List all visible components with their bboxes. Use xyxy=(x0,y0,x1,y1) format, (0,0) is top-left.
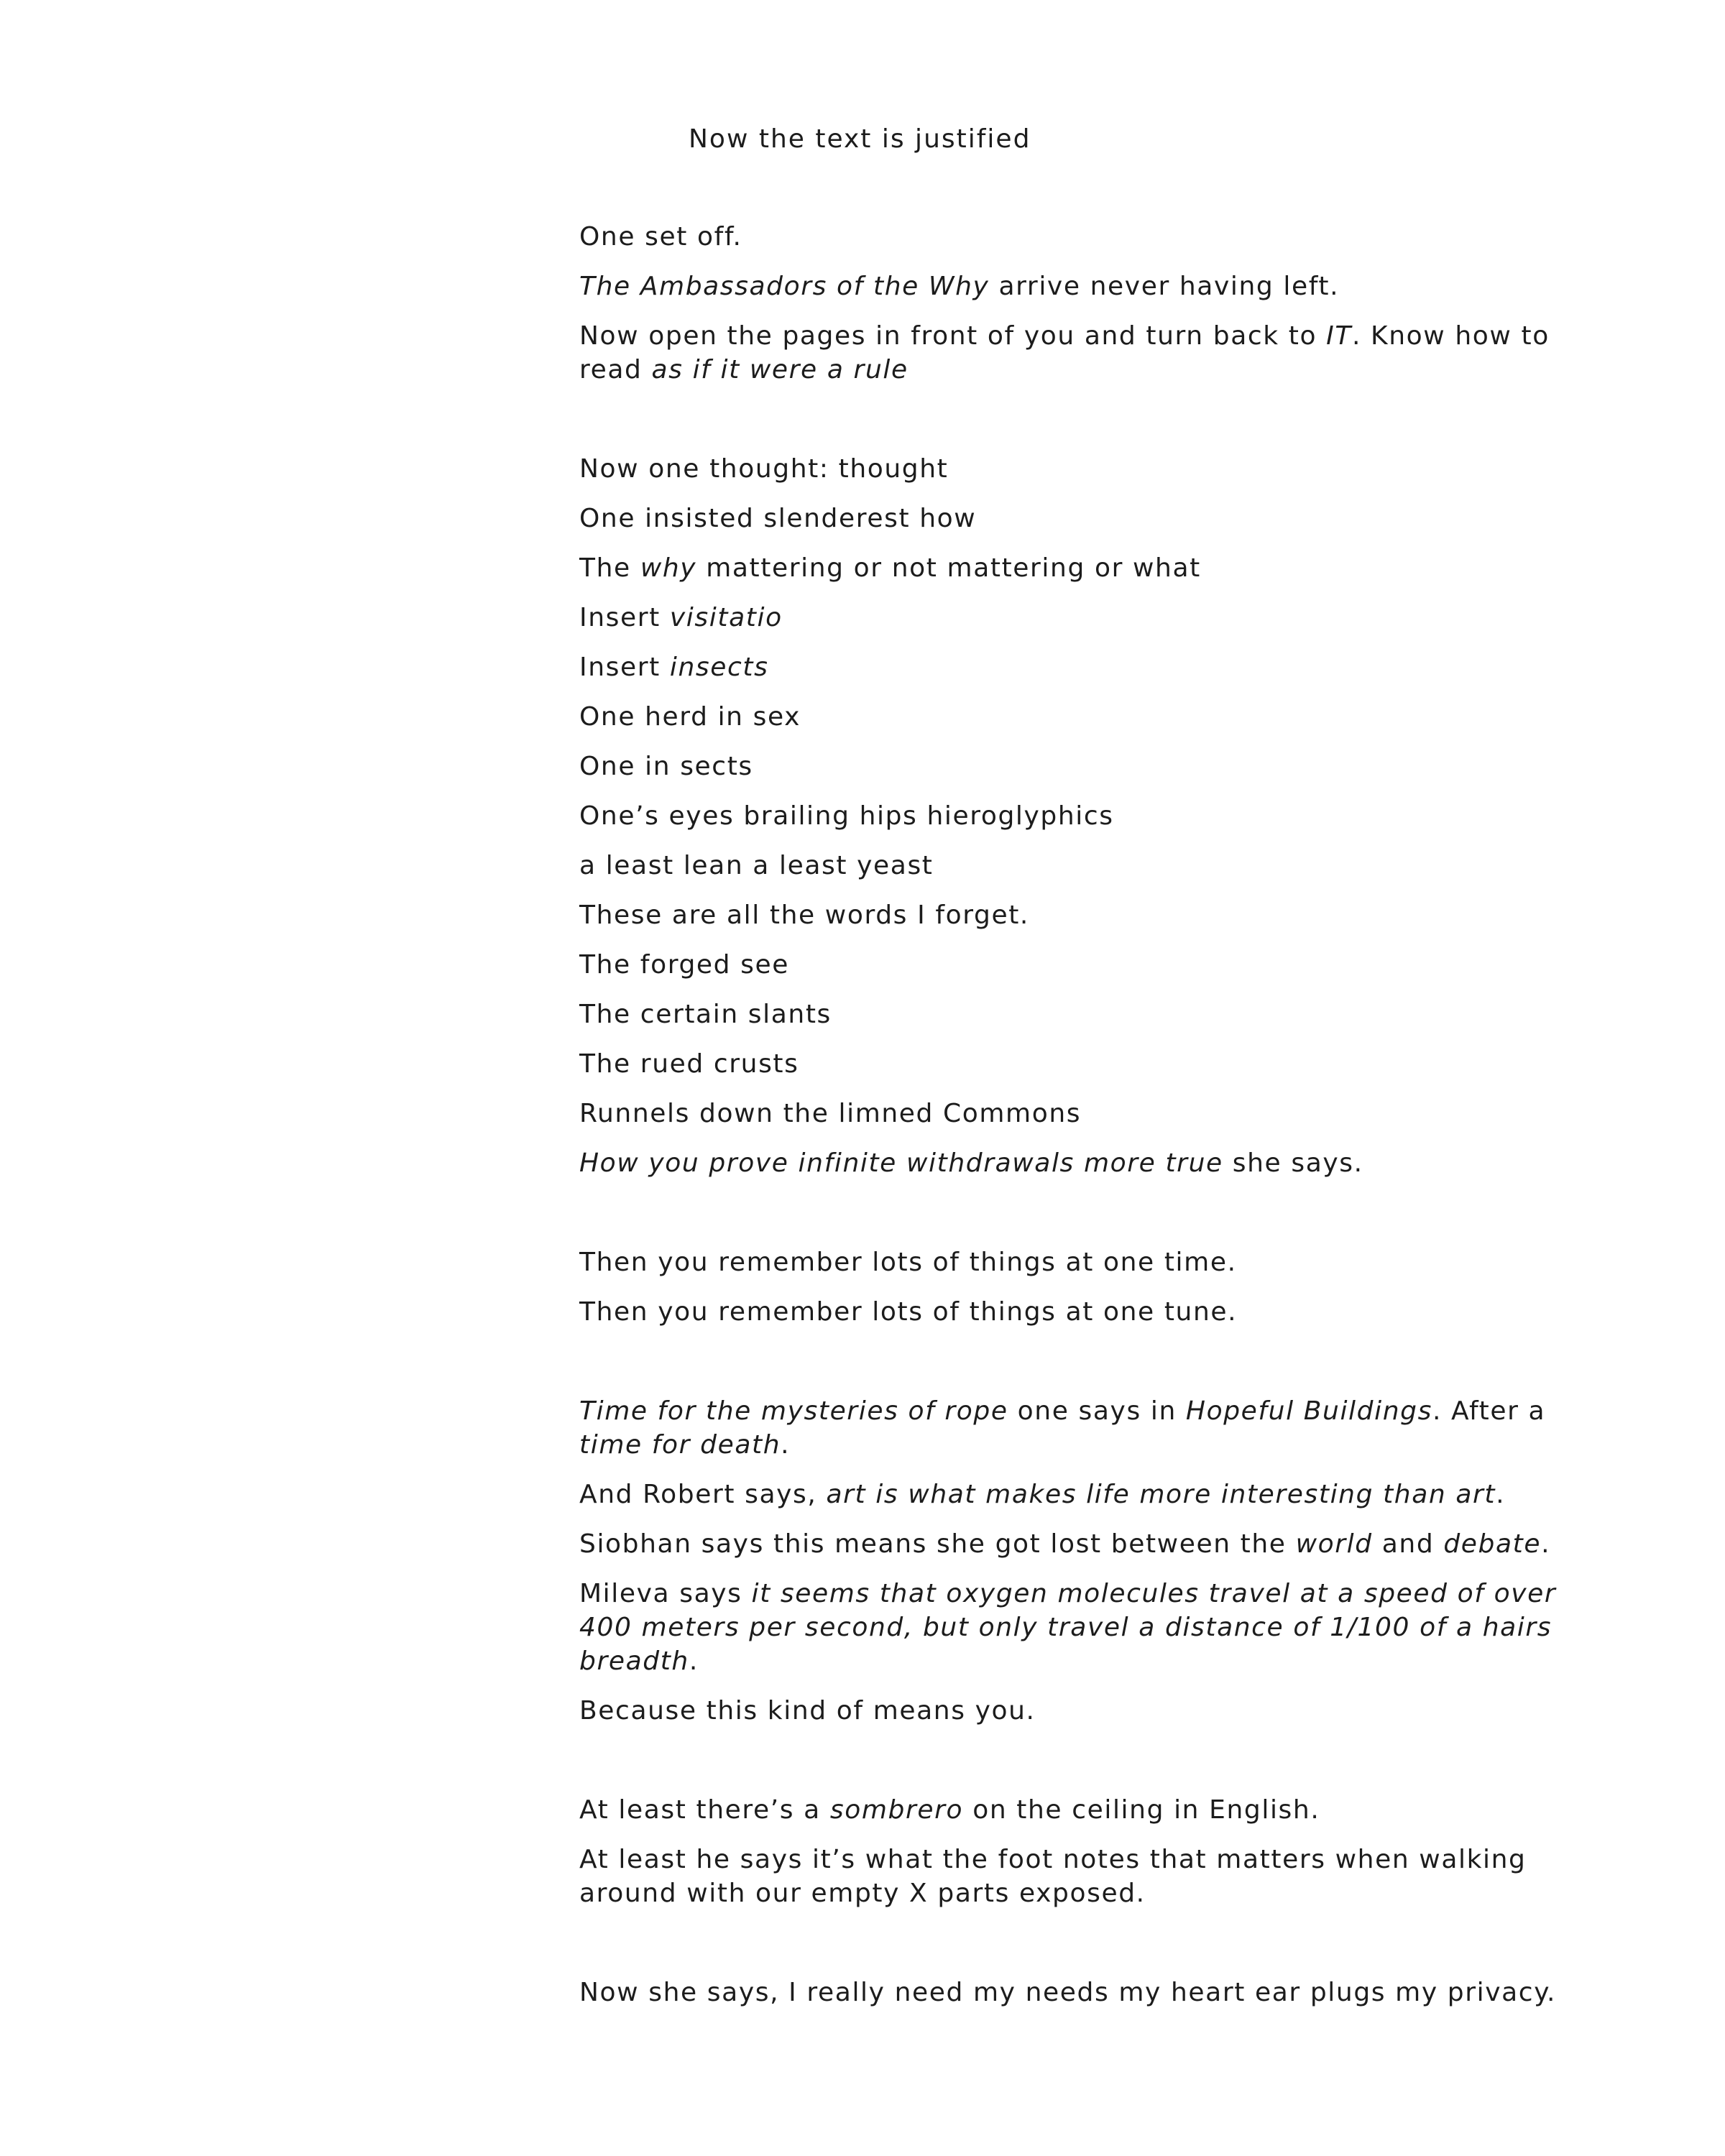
text-line xyxy=(579,849,1571,898)
italic-text: it seems that oxygen molecules travel at a speed of over 400 meters per second, but only travel a distance of 1/100 of a hairs breadth xyxy=(579,1579,1557,1676)
text-line xyxy=(579,452,1571,502)
text-run: Mileva says xyxy=(579,1579,752,1608)
italic-text: IT xyxy=(1326,321,1352,351)
text-line xyxy=(579,1245,1571,1295)
text-run: Because this kind of means you. xyxy=(579,1696,1036,1726)
text-line xyxy=(579,998,1571,1047)
text-run: One in sects xyxy=(579,752,753,781)
text-line xyxy=(579,1394,1571,1478)
italic-text: art is what makes life more interesting than art xyxy=(826,1480,1496,1509)
text-line xyxy=(579,1843,1571,1926)
italic-text: why xyxy=(640,553,697,583)
text-run: One set off. xyxy=(579,222,742,252)
text-run: And Robert says, xyxy=(579,1480,827,1509)
text-line xyxy=(579,799,1571,849)
text-run: a least lean a least yeast xyxy=(579,851,934,880)
text-run: These are all the words I forget. xyxy=(579,900,1029,930)
text-run: Runnels down the limned Commons xyxy=(579,1099,1082,1128)
text-run: Now she says, I really need my needs my heart ear plugs my privacy. xyxy=(579,1978,1557,2007)
text-line xyxy=(579,502,1571,551)
text-run: The rued crusts xyxy=(579,1049,799,1079)
text-run: and xyxy=(1372,1529,1444,1559)
text-run: Then you remember lots of things at one time. xyxy=(579,1248,1237,1277)
italic-text: debate xyxy=(1443,1529,1542,1559)
text-line xyxy=(579,1694,1571,1743)
italic-text: How you prove infinite withdrawals more true xyxy=(579,1148,1223,1178)
italic-text: The Ambassadors of the Why xyxy=(579,272,990,301)
text-run: The xyxy=(579,553,640,583)
text-line xyxy=(579,1976,1571,2025)
text-line xyxy=(579,220,1571,270)
text-run: arrive never having left. xyxy=(989,272,1340,301)
text-run: One herd in sex xyxy=(579,702,801,732)
text-line xyxy=(579,1047,1571,1097)
text-line xyxy=(579,1097,1571,1146)
italic-text: Hopeful Buildings xyxy=(1185,1396,1432,1426)
text-line xyxy=(579,1295,1571,1345)
text-run: Insert xyxy=(579,603,670,632)
page-title: Now the text is justified xyxy=(689,124,1031,154)
italic-text: sombrero xyxy=(829,1795,964,1825)
text-run: Then you remember lots of things at one tune. xyxy=(579,1297,1238,1327)
text-run: . xyxy=(1496,1480,1506,1509)
text-run: Now one thought: thought xyxy=(579,454,949,484)
italic-text: Time for the mysteries of rope xyxy=(579,1396,1008,1426)
text-line xyxy=(579,551,1571,601)
text-run: . After a xyxy=(1432,1396,1546,1426)
text-run: . xyxy=(781,1430,791,1460)
text-run: . xyxy=(689,1646,699,1676)
text-line xyxy=(579,700,1571,750)
text-run: one says in xyxy=(1008,1396,1186,1426)
text-line xyxy=(579,948,1571,998)
text-line xyxy=(579,270,1571,319)
italic-text: as if it were a rule xyxy=(651,355,908,384)
italic-text: time for death xyxy=(579,1430,781,1460)
text-run: At least he says it’s what the foot notes that matters when walking around with our empty X parts exposed. xyxy=(579,1845,1527,1908)
text-run: Now open the pages in front of you and turn back to xyxy=(579,321,1327,351)
text-run: One insisted slenderest how xyxy=(579,504,977,533)
text-run: Insert xyxy=(579,653,670,682)
text-run: she says. xyxy=(1223,1148,1363,1178)
text-line xyxy=(579,1146,1571,1196)
text-line xyxy=(579,1793,1571,1843)
text-run: The certain slants xyxy=(579,1000,832,1029)
text-line xyxy=(579,601,1571,650)
text-run: . Know how to read xyxy=(579,321,1550,384)
text-run: mattering or not mattering or what xyxy=(696,553,1201,583)
text-line xyxy=(579,319,1571,402)
italic-text: insects xyxy=(669,653,769,682)
italic-text: visitatio xyxy=(669,603,783,632)
text-line xyxy=(579,650,1571,700)
text-line xyxy=(579,1478,1571,1527)
text-run: on the ceiling in English. xyxy=(963,1795,1320,1825)
italic-text: world xyxy=(1295,1529,1373,1559)
text-run: Siobhan says this means she got lost between the xyxy=(579,1529,1296,1559)
text-line xyxy=(579,750,1571,799)
text-run: The forged see xyxy=(579,950,790,980)
text-run: One’s eyes brailing hips hieroglyphics xyxy=(579,801,1114,831)
text-line xyxy=(579,1577,1571,1694)
poem-body xyxy=(579,220,1571,2025)
text-line xyxy=(579,1527,1571,1577)
text-line xyxy=(579,898,1571,948)
text-run: . xyxy=(1541,1529,1551,1559)
text-run: At least there’s a xyxy=(579,1795,830,1825)
